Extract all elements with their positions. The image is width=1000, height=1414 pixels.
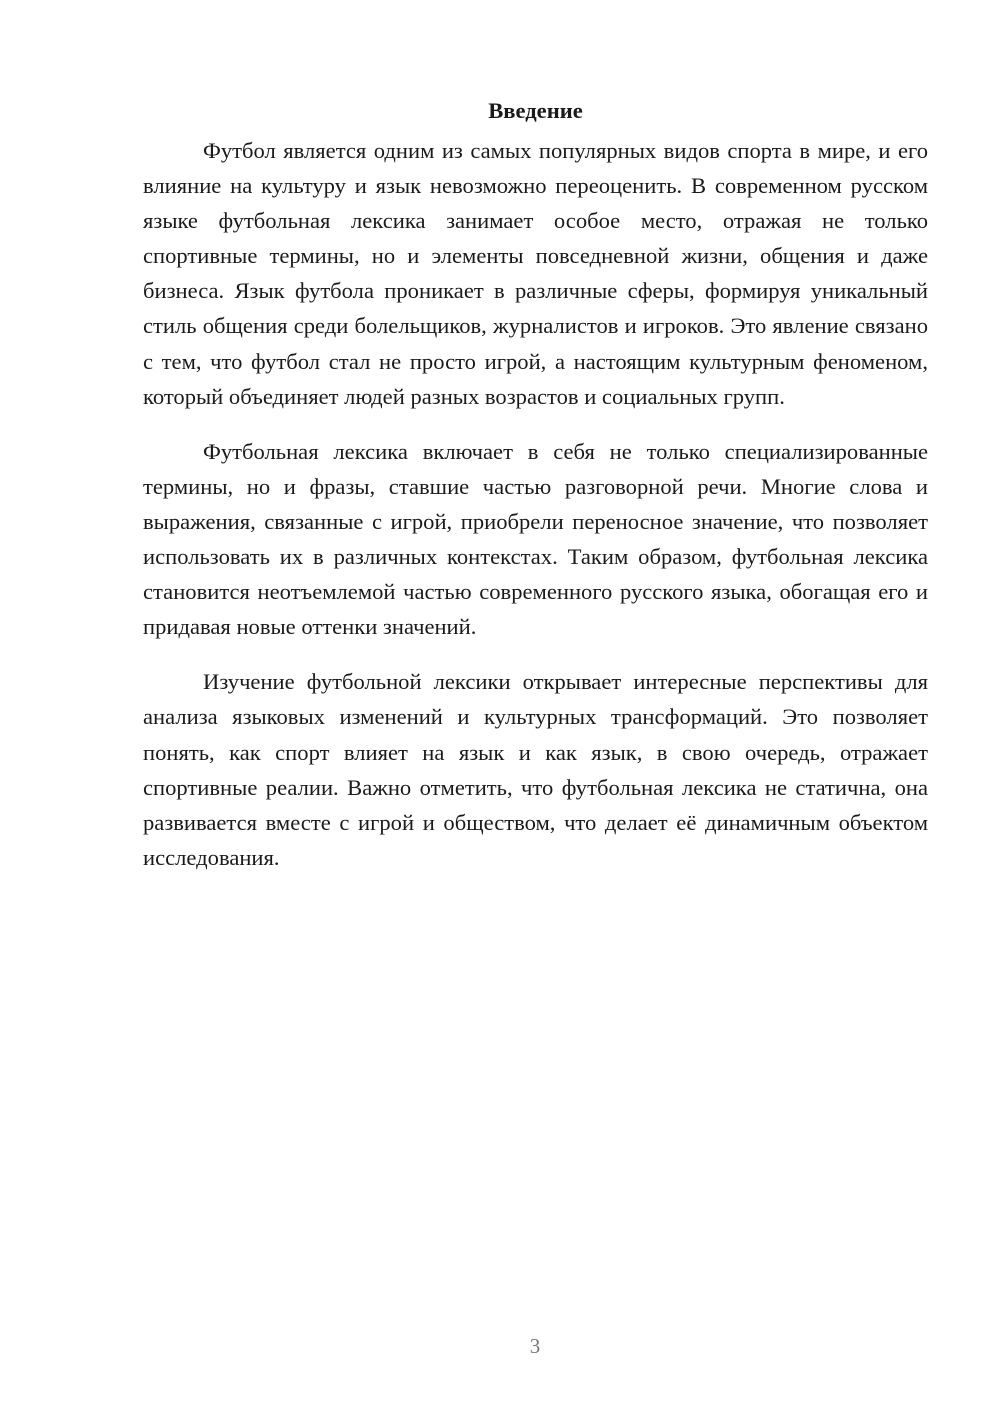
page-content xyxy=(143,92,928,875)
paragraph: Изучение футбольной лексики открывает интересные перспективы для анализа языковых изменений и культурных трансформаций. Это позволяет понять, как спорт влияет на язык и как язык, в свою очередь, отражает спортивные реалии. Важно отметить, что футбольная лексика не статична, она развивается вместе с игрой и обществом, что делает её динамичным объектом исследования. xyxy=(143,669,928,870)
paragraph: Футбол является одним из самых популярных видов спорта в мире, и его влияние на культуру и язык невозможно переоценить. В современном русском языке футбольная лексика занимает особое место, отражая не только спортивные термины, но и элементы повседневной жизни, общения и даже бизнеса. Язык футбола проникает в различные сферы, формируя уникальный стиль общения среди болельщиков, журналистов и игроков. Это явление связано с тем, что футбол стал не просто игрой, а настоящим культурным феноменом, который объединяет людей разных возрастов и социальных групп. xyxy=(143,138,928,409)
section-title: Введение xyxy=(488,98,583,123)
page-number: 3 xyxy=(529,1334,541,1358)
paragraph: Футбольная лексика включает в себя не только специализированные термины, но и фразы, ставшие частью разговорной речи. Многие слова и выражения, связанные с игрой, приобрели переносное значение, что позволяет использовать их в различных контекстах. Таким образом, футбольная лексика становится неотъемлемой частью современного русского языка, обогащая его и придавая новые оттенки значений. xyxy=(143,438,928,640)
